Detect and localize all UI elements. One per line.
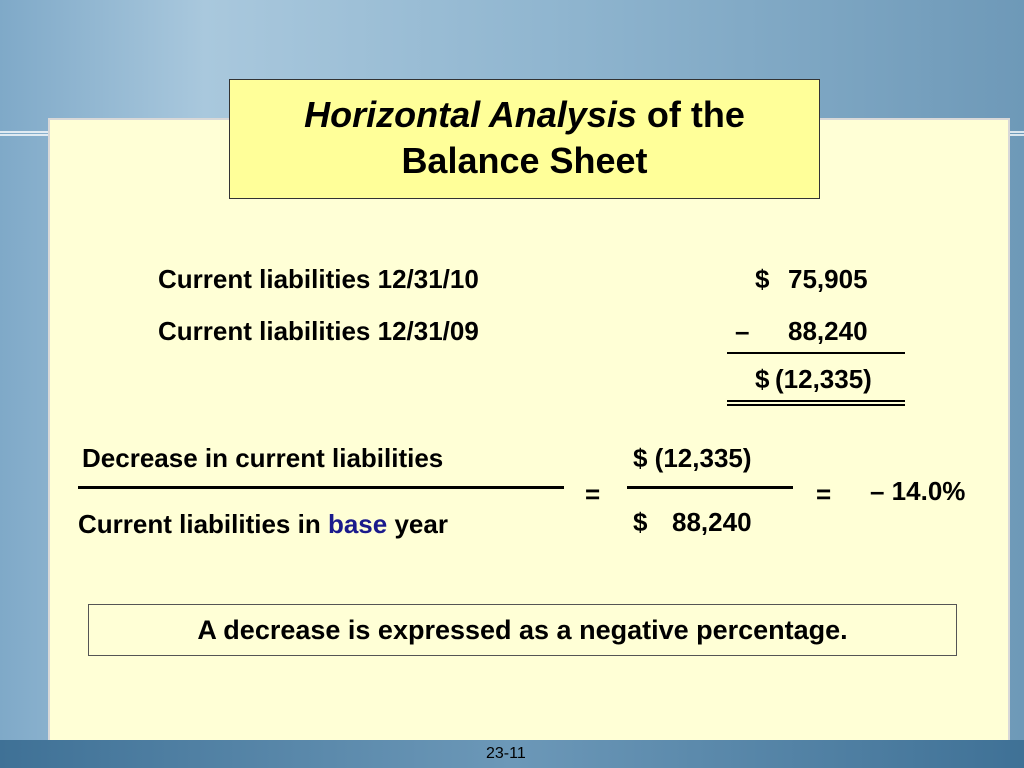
denominator-label xyxy=(78,509,448,540)
row2-symbol: – xyxy=(735,316,750,346)
denominator-prefix: Current liabilities in xyxy=(78,509,321,539)
title-line2: Balance Sheet xyxy=(401,140,648,181)
note-box: A decrease is expressed as a negative percentage. xyxy=(88,604,957,656)
numerator-label: Decrease in current liabilities xyxy=(82,443,444,473)
title-rest: of the xyxy=(646,94,745,135)
total-double-rule-top xyxy=(727,400,905,402)
denominator-value: 88,240 xyxy=(672,507,752,537)
denominator-highlight: base xyxy=(327,509,388,539)
denominator-suffix: year xyxy=(394,509,448,539)
page-number: 23-11 xyxy=(486,745,526,762)
row2-value: 88,240 xyxy=(788,316,868,346)
equals-sign-1: = xyxy=(585,479,601,509)
result-symbol: $ xyxy=(755,364,770,394)
fraction-bar-value xyxy=(627,486,793,489)
title-italic: Horizontal Analysis xyxy=(304,94,637,135)
result-value: (12,335) xyxy=(775,364,872,394)
denominator-symbol: $ xyxy=(633,507,648,537)
total-double-rule-bottom xyxy=(727,404,905,406)
fraction-bar-label xyxy=(78,486,564,489)
numerator-value: $ (12,335) xyxy=(633,443,752,473)
subtotal-rule xyxy=(727,352,905,354)
slide-title xyxy=(229,79,820,199)
row1-value: 75,905 xyxy=(788,264,868,294)
equals-sign-2: = xyxy=(816,479,832,509)
footer-bar xyxy=(0,740,1024,768)
percentage-result: – 14.0% xyxy=(870,476,966,506)
row1-symbol: $ xyxy=(755,264,770,294)
row2-label: Current liabilities 12/31/09 xyxy=(158,316,479,346)
row1-label: Current liabilities 12/31/10 xyxy=(158,264,479,294)
